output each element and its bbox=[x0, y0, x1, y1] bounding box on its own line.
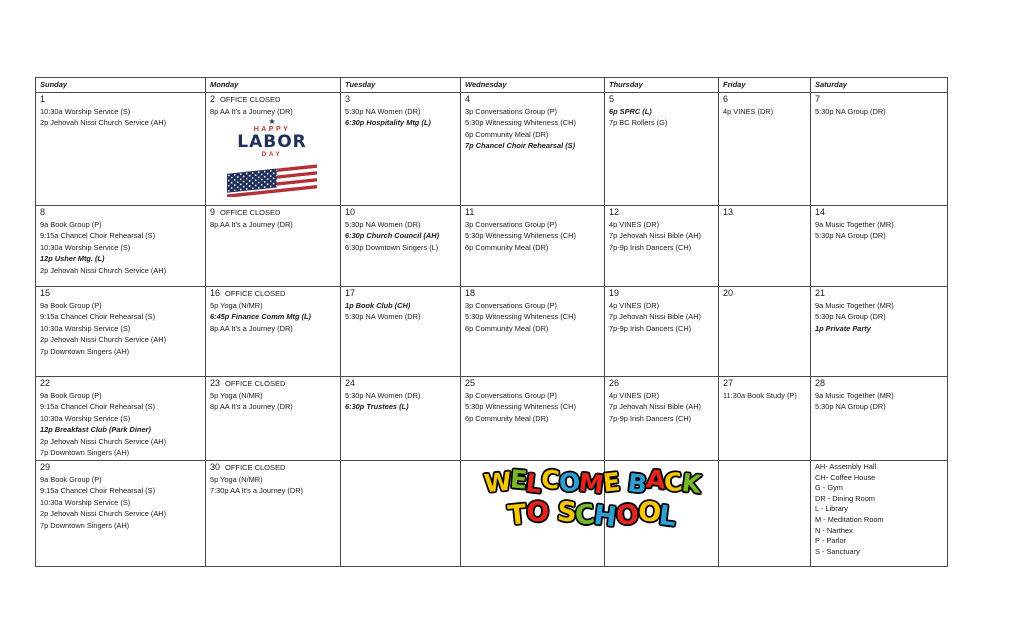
event: 7p Downtown Singers (AH) bbox=[40, 346, 130, 356]
event: 3p Conversations Group (P) bbox=[465, 219, 558, 229]
day-number: 30 bbox=[210, 462, 221, 472]
day-number: 23 bbox=[210, 378, 221, 388]
event: 3p Conversations Group (P) bbox=[465, 300, 558, 310]
event: 6:30p Trustees (L) bbox=[345, 402, 409, 411]
event: 1p Private Party bbox=[815, 323, 871, 333]
day-number: 25 bbox=[465, 378, 476, 388]
day-number: 17 bbox=[345, 288, 356, 298]
welcome-back-line1 bbox=[466, 464, 718, 500]
day-number: 19 bbox=[609, 288, 620, 298]
day-header-sunday: Sunday bbox=[36, 78, 206, 93]
labor-day-day-text: DAY bbox=[261, 151, 283, 158]
event: 6:30p Hospitality Mtg (L) bbox=[345, 118, 431, 127]
welcome-letter: O bbox=[614, 498, 640, 533]
event: 5:30p Witnessing Whiteness (CH) bbox=[465, 118, 576, 127]
day-cell-28 bbox=[811, 377, 948, 461]
welcome-letter: C bbox=[573, 499, 596, 532]
event: 5:30p Witnessing Whiteness (CH) bbox=[465, 402, 576, 411]
event: 7p-9p Irish Dancers (CH) bbox=[609, 413, 692, 423]
event: 4p VINES (DR) bbox=[609, 219, 660, 229]
day-number: 6 bbox=[723, 94, 729, 104]
day-cell-21 bbox=[811, 287, 948, 377]
day-cell-3 bbox=[341, 93, 461, 206]
day-cell-14 bbox=[811, 206, 948, 287]
day-number: 11 bbox=[465, 207, 475, 217]
event: 2p Jehovah Nissi Church Service (AH) bbox=[40, 335, 167, 344]
event: 5:30p NA Group (DR) bbox=[815, 402, 886, 411]
day-number: 10 bbox=[345, 207, 356, 217]
day-cell-30 bbox=[206, 461, 341, 567]
day-number: 18 bbox=[465, 288, 476, 298]
event: 5:30p NA Women (DR) bbox=[345, 312, 421, 321]
legend-item: P - Parlor bbox=[815, 536, 847, 546]
labor-day-happy-text: HAPPY bbox=[253, 126, 291, 133]
day-cell-4 bbox=[461, 93, 605, 206]
day-cell-24 bbox=[341, 377, 461, 461]
day-number: 22 bbox=[40, 378, 51, 388]
day-header-friday: Friday bbox=[719, 78, 811, 93]
event: 12p Breakfast Club (Park Diner) bbox=[40, 425, 151, 434]
week-row-1 bbox=[36, 93, 948, 206]
day-cell-15 bbox=[36, 287, 206, 377]
event: 9a Music Together (MR) bbox=[815, 300, 894, 310]
event: 9a Book Group (P) bbox=[40, 474, 102, 484]
event: 6p Community Meal (DR) bbox=[465, 413, 549, 423]
event: 9:15a Chancel Choir Rehearsal (S) bbox=[40, 312, 156, 321]
week-row-2 bbox=[36, 206, 948, 287]
event: 2p Jehovah Nissi Church Service (AH) bbox=[40, 509, 167, 518]
office-closed-label: OFFICE CLOSED bbox=[220, 208, 281, 217]
event: 5:30p Witnessing Whiteness (CH) bbox=[465, 312, 576, 321]
event: 6p Community Meal (DR) bbox=[465, 323, 549, 333]
welcome-letter: E bbox=[509, 464, 528, 495]
day-cell-5 bbox=[605, 93, 719, 206]
office-closed-label: OFFICE CLOSED bbox=[225, 463, 286, 472]
event: 12p Usher Mtg. (L) bbox=[40, 254, 105, 263]
office-closed-label: OFFICE CLOSED bbox=[225, 289, 286, 298]
event: 7p Chancel Choir Rehearsal (S) bbox=[465, 141, 576, 150]
event: 7p-9p Irish Dancers (CH) bbox=[609, 323, 692, 333]
event: 5:30p NA Women (DR) bbox=[345, 106, 421, 116]
event: 5p Yoga (N/MR) bbox=[210, 390, 263, 400]
day-cell-1 bbox=[36, 93, 206, 206]
welcome-letter: O bbox=[636, 496, 661, 529]
event: 4p VINES (DR) bbox=[609, 390, 660, 400]
day-number: 26 bbox=[609, 378, 620, 388]
day-number: 28 bbox=[815, 378, 826, 388]
welcome-letter: L bbox=[657, 500, 678, 533]
legend-item: L - Library bbox=[815, 504, 848, 514]
event: 4p VINES (DR) bbox=[609, 300, 660, 310]
event: 1p Book Club (CH) bbox=[345, 300, 411, 310]
day-cell-25 bbox=[461, 377, 605, 461]
event: 10:30a Worship Service (S) bbox=[40, 323, 131, 333]
event: 9a Book Group (P) bbox=[40, 219, 102, 229]
event: 8p AA It's a Journey (DR) bbox=[210, 106, 293, 116]
day-cell-26 bbox=[605, 377, 719, 461]
event: 5:30p Witnessing Whiteness (CH) bbox=[465, 231, 576, 240]
event: 9:15a Chancel Choir Rehearsal (S) bbox=[40, 231, 156, 240]
event: 6p SPRC (L) bbox=[609, 106, 652, 116]
welcome-back-to-school-art bbox=[466, 461, 718, 563]
event: 8p AA It's a Journey (DR) bbox=[210, 323, 293, 333]
day-cell-9 bbox=[206, 206, 341, 287]
welcome-letter: L bbox=[524, 468, 543, 499]
day-cell-22 bbox=[36, 377, 206, 461]
event: 8p AA It's a Journey (DR) bbox=[210, 219, 293, 229]
event: 6:45p Finance Comm Mtg (L) bbox=[210, 312, 312, 321]
welcome-letter: B bbox=[626, 467, 648, 499]
legend-item: M - Meditation Room bbox=[815, 514, 884, 524]
day-cell-17 bbox=[341, 287, 461, 377]
event: 7p Jehovah Nissi Bible (AH) bbox=[609, 402, 702, 411]
day-number: 24 bbox=[345, 378, 356, 388]
event: 7p Downtown Singers (AH) bbox=[40, 448, 130, 457]
legend-item: AH- Assembly Hall bbox=[815, 462, 877, 471]
event: 6p Community Meal (DR) bbox=[465, 242, 549, 252]
legend-cell bbox=[811, 461, 948, 567]
day-header-saturday: Saturday bbox=[811, 78, 948, 93]
event: 7p-9p Irish Dancers (CH) bbox=[609, 242, 692, 252]
welcome-letter: C bbox=[663, 467, 684, 498]
day-number: 21 bbox=[815, 288, 826, 298]
day-cell-27 bbox=[719, 377, 811, 461]
day-cell-11 bbox=[461, 206, 605, 287]
event: 7:30p AA It's a Journey (DR) bbox=[210, 486, 304, 495]
event: 6:30p Downtown Singers (L) bbox=[345, 242, 439, 252]
event: 5:30p NA Women (DR) bbox=[345, 219, 421, 229]
welcome-letter: M bbox=[577, 467, 605, 500]
day-number: 4 bbox=[465, 94, 471, 104]
week-row-3 bbox=[36, 287, 948, 377]
event: 5p Yoga (N/MR) bbox=[210, 300, 263, 310]
star-icon: ★ bbox=[268, 117, 276, 126]
day-number: 7 bbox=[815, 94, 821, 104]
welcome-letter: O bbox=[557, 467, 581, 498]
day-header-thursday: Thursday bbox=[605, 78, 719, 93]
day-cell-7 bbox=[811, 93, 948, 206]
day-cell-13 bbox=[719, 206, 811, 287]
day-number: 8 bbox=[40, 207, 46, 217]
event: 9a Book Group (P) bbox=[40, 300, 102, 310]
office-closed-label: OFFICE CLOSED bbox=[220, 95, 281, 104]
event: 5:30p NA Women (DR) bbox=[345, 390, 421, 400]
welcome-letter: K bbox=[679, 467, 702, 500]
event: 8p AA It's a Journey (DR) bbox=[210, 402, 293, 411]
day-cell-6 bbox=[719, 93, 811, 206]
day-number: 12 bbox=[609, 207, 620, 217]
event: 7p Jehovah Nissi Bible (AH) bbox=[609, 231, 702, 240]
day-header-tuesday: Tuesday bbox=[341, 78, 461, 93]
day-number: 15 bbox=[40, 288, 51, 298]
welcome-letter: A bbox=[645, 464, 666, 495]
day-cell-empty bbox=[719, 461, 811, 567]
day-number: 27 bbox=[723, 378, 734, 388]
event: 6:30p Church Council (AH) bbox=[345, 231, 440, 240]
legend-item: DR - Dining Room bbox=[815, 493, 875, 503]
event: 10:30a Worship Service (S) bbox=[40, 106, 131, 116]
day-number: 20 bbox=[723, 288, 734, 298]
day-cell-8 bbox=[36, 206, 206, 287]
office-closed-label: OFFICE CLOSED bbox=[225, 379, 286, 388]
event: 9:15a Chancel Choir Rehearsal (S) bbox=[40, 402, 156, 411]
day-cell-29 bbox=[36, 461, 206, 567]
week-row-4 bbox=[36, 377, 948, 461]
event: 11:30a Book Study (P) bbox=[723, 390, 797, 400]
welcome-letter: T bbox=[506, 499, 528, 532]
legend-item: CH- Coffee House bbox=[815, 472, 876, 482]
event: 4p VINES (DR) bbox=[723, 106, 774, 116]
day-cell-empty bbox=[341, 461, 461, 567]
event: 5:30p NA Group (DR) bbox=[815, 312, 886, 321]
day-cell-18 bbox=[461, 287, 605, 377]
day-cell-12 bbox=[605, 206, 719, 287]
event: 5:30p NA Group (DR) bbox=[815, 106, 886, 116]
legend-item: N - Narthex bbox=[815, 525, 853, 535]
legend-item: S - Sanctuary bbox=[815, 546, 860, 556]
event: 2p Jehovah Nissi Church Service (AH) bbox=[40, 265, 167, 275]
welcome-letter: W bbox=[482, 466, 512, 499]
day-header-monday: Monday bbox=[206, 78, 341, 93]
event: 2p Jehovah Nissi Church Service (AH) bbox=[40, 118, 167, 127]
event: 2p Jehovah Nissi Church Service (AH) bbox=[40, 436, 167, 446]
labor-day-labor-text: LABOR bbox=[237, 132, 307, 152]
day-number: 9 bbox=[210, 207, 216, 217]
event: 5:30p NA Group (DR) bbox=[815, 231, 886, 240]
day-number: 1 bbox=[40, 94, 46, 104]
event: 3p Conversations Group (P) bbox=[465, 106, 558, 116]
day-cell-10 bbox=[341, 206, 461, 287]
welcome-letter: O bbox=[524, 496, 550, 529]
welcome-letter: E bbox=[601, 467, 621, 498]
day-number: 13 bbox=[723, 207, 734, 217]
event: 7p Jehovah Nissi Bible (AH) bbox=[609, 312, 702, 321]
event: 7p BC Rollers (G) bbox=[609, 118, 668, 127]
welcome-letter: S bbox=[555, 496, 577, 529]
event: 9a Music Together (MR) bbox=[815, 390, 894, 400]
day-number: 5 bbox=[609, 94, 615, 104]
day-cell-19 bbox=[605, 287, 719, 377]
legend-item: G - Gym bbox=[815, 483, 843, 493]
welcome-letter: H bbox=[591, 499, 618, 534]
day-number: 3 bbox=[345, 94, 351, 104]
event: 5p Yoga (N/MR) bbox=[210, 474, 263, 484]
day-cell-20 bbox=[719, 287, 811, 377]
day-number: 29 bbox=[40, 462, 51, 472]
day-number: 2 bbox=[210, 94, 216, 104]
event: 6p Community Meal (DR) bbox=[465, 129, 549, 139]
event: 9a Book Group (P) bbox=[40, 390, 102, 400]
event: 10:30a Worship Service (S) bbox=[40, 242, 131, 252]
day-cell-16 bbox=[206, 287, 341, 377]
day-number: 14 bbox=[815, 207, 826, 217]
day-cell-23 bbox=[206, 377, 341, 461]
welcome-letter: C bbox=[540, 464, 561, 495]
event: 9:15a Chancel Choir Rehearsal (S) bbox=[40, 486, 156, 495]
day-header-wednesday: Wednesday bbox=[461, 78, 605, 93]
day-number: 16 bbox=[210, 288, 221, 298]
us-flag-icon bbox=[219, 161, 325, 197]
day-header-row bbox=[36, 78, 948, 93]
event: 10:30a Worship Service (S) bbox=[40, 497, 131, 507]
event: 10:30a Worship Service (S) bbox=[40, 413, 131, 423]
event: 9a Music Together (MR) bbox=[815, 219, 894, 229]
welcome-back-line2 bbox=[466, 496, 718, 534]
labor-day-art bbox=[216, 117, 328, 201]
event: 7p Downtown Singers (AH) bbox=[40, 520, 130, 530]
event: 3p Conversations Group (P) bbox=[465, 390, 558, 400]
